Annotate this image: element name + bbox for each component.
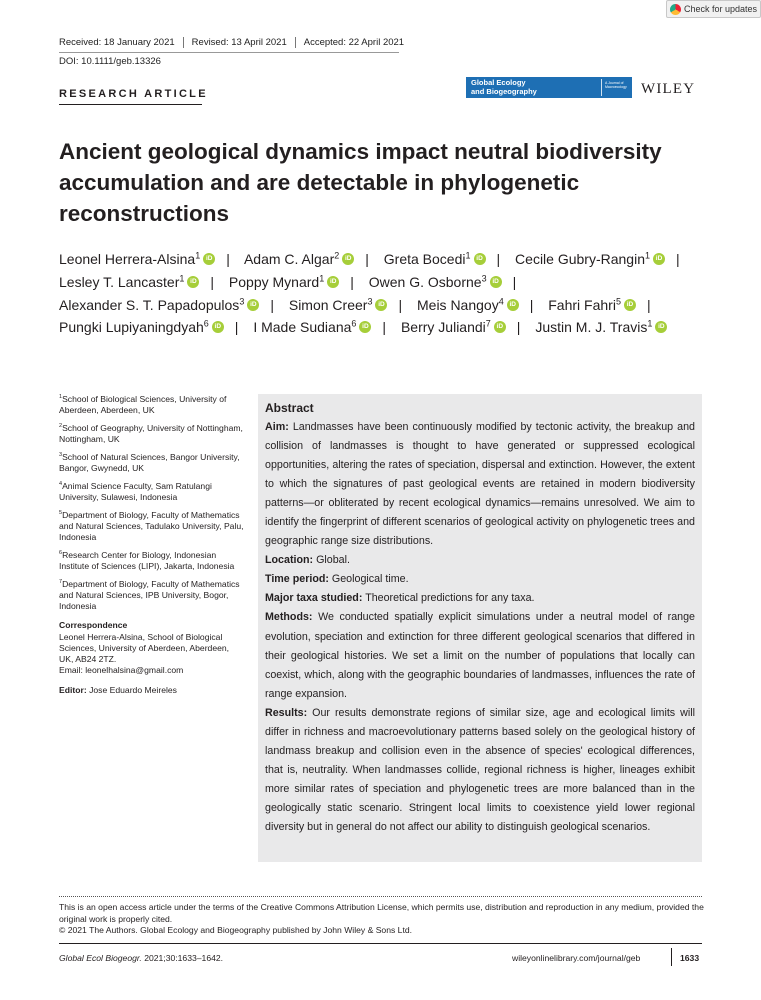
correspondence-address: Leonel Herrera-Alsina, School of Biological Sciences, University of Aberdeen, Aberdeen, UK, AB24 2TZ. bbox=[59, 631, 230, 664]
methods-label: Methods: bbox=[265, 611, 313, 624]
author-name[interactable] bbox=[401, 319, 506, 335]
author-name-text: I Made Sudiana bbox=[253, 319, 352, 336]
author-affiliation-number: 1 bbox=[179, 273, 185, 284]
author-separator: | bbox=[382, 319, 387, 336]
author-affiliation-number: 3 bbox=[239, 295, 245, 306]
results-label: Results: bbox=[265, 706, 308, 719]
affiliation-text: School of Geography, University of Nottingham, Nottingham, UK bbox=[59, 422, 243, 445]
affiliation-text: Animal Science Faculty, Sam Ratulangi University, Sulawesi, Indonesia bbox=[59, 480, 212, 502]
author-affiliation-number: 6 bbox=[203, 318, 209, 329]
author-separator: | bbox=[226, 251, 230, 267]
article-title: Ancient geological dynamics impact neutral biodiversity accumulation and are detectable in phylogenetic reconstructions bbox=[59, 139, 662, 226]
affiliation-number: 6 bbox=[59, 549, 63, 556]
license-notice bbox=[59, 902, 704, 937]
article-type: RESEARCH ARTICLE bbox=[59, 88, 208, 100]
abstract-heading: Abstract bbox=[265, 401, 314, 415]
affiliations-column bbox=[59, 392, 244, 697]
editor-name: Jose Eduardo Meireles bbox=[89, 685, 177, 696]
abstract-time-period bbox=[265, 570, 695, 589]
affiliation-number: 5 bbox=[59, 509, 63, 516]
author-name[interactable] bbox=[59, 297, 259, 313]
orcid-icon[interactable] bbox=[187, 276, 199, 288]
author-affiliation-number: 7 bbox=[485, 318, 491, 329]
author-separator: | bbox=[398, 296, 403, 313]
bottom-divider bbox=[59, 943, 702, 944]
check-for-updates-button[interactable] bbox=[666, 0, 761, 18]
taxa-label: Major taxa studied: bbox=[265, 592, 363, 605]
author-name-text: Fahri Fahri bbox=[548, 296, 616, 313]
affiliation-item bbox=[59, 577, 244, 612]
author-list bbox=[59, 248, 709, 339]
author-separator: | bbox=[516, 319, 521, 336]
author-affiliation-number: 3 bbox=[481, 273, 487, 284]
author-name[interactable] bbox=[515, 251, 665, 267]
author-name[interactable] bbox=[369, 274, 502, 290]
orcid-icon[interactable] bbox=[375, 299, 387, 311]
author-affiliation-number: 3 bbox=[367, 295, 373, 306]
author-name[interactable] bbox=[244, 251, 354, 267]
abstract-results bbox=[265, 704, 695, 837]
journal-logo-divider bbox=[601, 79, 602, 96]
copyright-text: © 2021 The Authors. Global Ecology and Biogeography published by John Wiley & Sons Ltd. bbox=[59, 925, 413, 936]
author-name-text: Justin M. J. Travis bbox=[535, 319, 648, 336]
author-separator: | bbox=[234, 319, 239, 336]
orcid-icon[interactable] bbox=[212, 321, 224, 333]
affiliation-text: Department of Biology, Faculty of Mathematics and Natural Sciences, Tadulako University, Palu, Indonesia bbox=[59, 509, 244, 543]
author-separator: | bbox=[350, 273, 354, 290]
author-name-text: Adam C. Algar bbox=[243, 251, 335, 267]
author-affiliation-number: 1 bbox=[319, 273, 325, 284]
affiliation-text: School of Natural Sciences, Bangor University, Bangor, Gwynedd, UK bbox=[59, 451, 240, 473]
author-separator: | bbox=[529, 296, 534, 313]
author-name-text: Berry Juliandi bbox=[400, 319, 486, 336]
author-separator: | bbox=[210, 273, 215, 290]
affiliation-text: Research Center for Biology, Indonesian Institute of Sciences (LIPI), Jakarta, Indonesia bbox=[59, 549, 235, 572]
editor-line bbox=[59, 685, 244, 696]
affiliation-item bbox=[59, 421, 244, 445]
crossmark-icon bbox=[670, 4, 681, 15]
orcid-icon[interactable] bbox=[247, 299, 259, 311]
affiliation-number: 2 bbox=[59, 422, 63, 429]
orcid-icon[interactable] bbox=[655, 321, 667, 333]
affiliation-item bbox=[59, 392, 244, 416]
author-name[interactable] bbox=[59, 274, 199, 290]
author-name[interactable] bbox=[59, 251, 215, 267]
abstract-box bbox=[258, 394, 702, 862]
orcid-icon[interactable] bbox=[490, 276, 502, 288]
citation-journal: Global Ecol Biogeogr. bbox=[59, 953, 142, 963]
citation bbox=[59, 953, 223, 963]
article-type-underline bbox=[59, 104, 202, 105]
author-name-text: Simon Creer bbox=[288, 296, 368, 313]
page-number-divider bbox=[671, 948, 672, 966]
author-name[interactable] bbox=[289, 297, 388, 313]
license-text: This is an open access article under the terms of the Creative Commons Attribution License, which permits use, distribution and reproduction in any medium, provided the original work is properly cited. bbox=[59, 902, 704, 924]
author-name[interactable] bbox=[384, 251, 486, 267]
revised-date: Revised: 13 April 2021 bbox=[192, 37, 296, 48]
orcid-icon[interactable] bbox=[327, 276, 339, 288]
page-number: 1633 bbox=[680, 953, 700, 963]
journal-logo-side2: Macroecology bbox=[605, 85, 627, 89]
abstract-taxa bbox=[265, 589, 695, 608]
author-name-text: Cecile Gubry-Rangin bbox=[515, 251, 645, 267]
author-affiliation-number: 6 bbox=[351, 318, 357, 329]
editor-label: Editor: bbox=[59, 685, 87, 696]
author-affiliation-number: 1 bbox=[465, 250, 471, 261]
correspondence-heading: Correspondence bbox=[59, 620, 128, 631]
affiliation-number: 7 bbox=[59, 578, 63, 585]
affiliation-text: School of Biological Sciences, University of Aberdeen, Aberdeen, UK bbox=[59, 393, 227, 416]
affiliation-item bbox=[59, 479, 244, 503]
orcid-icon[interactable] bbox=[624, 299, 636, 311]
orcid-icon[interactable] bbox=[494, 321, 506, 333]
dates-divider bbox=[59, 52, 399, 53]
author-name-text: Meis Nangoy bbox=[417, 296, 499, 313]
journal-logo[interactable] bbox=[466, 77, 632, 98]
journal-logo-side1: A Journal of bbox=[605, 81, 624, 85]
accepted-date: Accepted: 22 April 2021 bbox=[303, 37, 405, 48]
author-affiliation-number: 5 bbox=[615, 295, 621, 306]
affiliation-item bbox=[59, 508, 244, 543]
time-period-label: Time period: bbox=[265, 573, 329, 586]
affiliation-number: 4 bbox=[59, 480, 63, 487]
correspondence-email[interactable]: Email: leonelhalsina@gmail.com bbox=[59, 665, 184, 676]
orcid-icon[interactable] bbox=[507, 299, 519, 311]
author-name-text: Pungki Lupiyaningdyah bbox=[59, 319, 204, 336]
author-name-text: Lesley T. Lancaster bbox=[59, 273, 180, 290]
article-dates bbox=[59, 37, 420, 48]
author-name-text: Alexander S. T. Papadopulos bbox=[59, 296, 240, 313]
author-separator: | bbox=[676, 251, 680, 267]
orcid-icon[interactable] bbox=[203, 253, 215, 265]
author-name[interactable] bbox=[253, 319, 371, 335]
author-separator: | bbox=[270, 296, 274, 313]
doi[interactable]: DOI: 10.1111/geb.13326 bbox=[59, 56, 161, 67]
abstract-aim bbox=[265, 418, 695, 551]
publisher-logo[interactable]: WILEY bbox=[641, 81, 696, 97]
author-name[interactable] bbox=[229, 274, 339, 290]
check-for-updates-label: Check for updates bbox=[684, 4, 758, 14]
author-separator: | bbox=[365, 251, 369, 267]
author-affiliation-number: 1 bbox=[645, 250, 651, 261]
author-affiliation-number: 4 bbox=[498, 295, 504, 306]
time-period-text: Geological time. bbox=[331, 573, 409, 586]
footer-divider bbox=[59, 896, 702, 897]
abstract-methods bbox=[265, 608, 695, 703]
author-name[interactable] bbox=[417, 297, 519, 313]
author-name-text: Leonel Herrera-Alsina bbox=[59, 251, 196, 267]
affiliation-list bbox=[59, 392, 244, 612]
author-separator: | bbox=[496, 251, 501, 267]
results-text: Our results demonstrate regions of similar size, age and ecological limits will differ in richness and macroevolutionary patterns based solely on the geological history of landmass breakup and collision even in the absence of species' ecological differences, that is, neutrality. When landmasses collide, regional richness is higher, lineages exhibit more similar rates of speciation and phylogenetic trees are more balanced than in the geologically static scenario. Stringent local limits to coexistence yield lower regional diversity but in general do not affect our ability to distinguish geological scenarios. bbox=[265, 706, 695, 833]
author-separator: | bbox=[512, 273, 517, 290]
author-affiliation-number: 1 bbox=[647, 318, 653, 329]
author-name[interactable] bbox=[548, 297, 636, 313]
location-text: Global. bbox=[316, 554, 350, 567]
journal-logo-line1: Global Ecology bbox=[471, 78, 526, 87]
orcid-icon[interactable] bbox=[342, 253, 354, 265]
abstract-location bbox=[265, 551, 695, 570]
affiliation-item bbox=[59, 450, 244, 474]
affiliation-number: 1 bbox=[59, 394, 63, 400]
author-name-text: Greta Bocedi bbox=[383, 251, 466, 267]
author-affiliation-number: 1 bbox=[195, 250, 201, 261]
affiliation-number: 3 bbox=[59, 451, 63, 458]
citation-volume: 2021;30:1633–1642. bbox=[141, 953, 224, 963]
location-label: Location: bbox=[265, 554, 314, 567]
author-separator: | bbox=[646, 296, 651, 313]
author-affiliation-number: 2 bbox=[334, 250, 340, 261]
received-date: Received: 18 January 2021 bbox=[59, 37, 184, 48]
orcid-icon[interactable] bbox=[474, 253, 486, 265]
author-name[interactable] bbox=[535, 319, 667, 335]
aim-text: Landmasses have been continuously modified by tectonic activity, the breakup and collision of landmasses is thought to have generated or suppressed ecological opportunities, altering the rates of speciation, dispersal and extinction. However, the extent to which the signatures of past geological events are retained in modern biodiversity patterns—or obliterated by recent ecological dynamics—remains unresolved. We aim to identify the fingerprint of different scenarios of geological activity on phylogenetic trees and geographic range size distributions. bbox=[265, 421, 695, 548]
affiliation-item bbox=[59, 548, 244, 572]
taxa-text: Theoretical predictions for any taxa. bbox=[365, 592, 535, 605]
orcid-icon[interactable] bbox=[359, 321, 371, 333]
author-name-text: Owen G. Osborne bbox=[368, 273, 482, 290]
affiliation-text: Department of Biology, Faculty of Mathematics and Natural Sciences, IPB University, Bogor, Indonesia bbox=[59, 578, 240, 612]
journal-logo-line2: and Biogeography bbox=[471, 86, 537, 96]
orcid-icon[interactable] bbox=[653, 253, 665, 265]
methods-text: We conducted spatially explicit simulations under a neutral model of range evolution, speciation and extinction for three different geological scenarios that differed in their geological histories. We set a limit on the number of populations that locally can coexist, which, along with the geographic boundaries of landmasses, influences the rate of range expansion. bbox=[265, 611, 695, 700]
aim-label: Aim: bbox=[265, 421, 289, 433]
author-name[interactable] bbox=[59, 319, 224, 335]
journal-website-link[interactable]: wileyonlinelibrary.com/journal/geb bbox=[512, 953, 641, 963]
author-name-text: Poppy Mynard bbox=[228, 273, 320, 290]
